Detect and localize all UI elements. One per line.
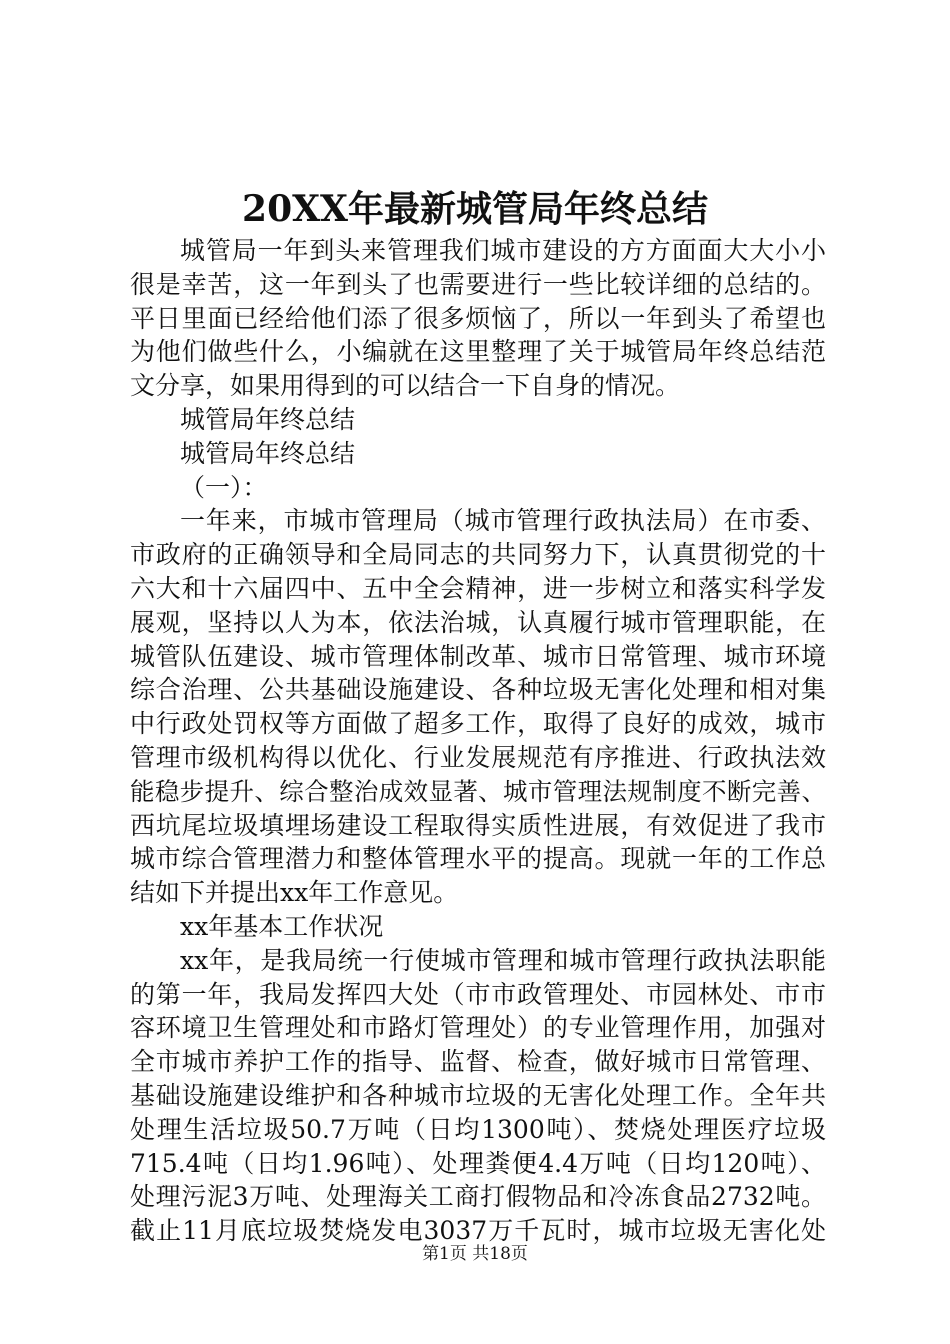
text-line: 城市综合管理潜力和整体管理水平的提高。现就一年的工作总 [130,844,826,874]
text-line: 处理污泥3万吨、处理海关工商打假物品和冷冻食品2732吨。 [130,1182,826,1212]
text-line: 城管队伍建设、城市管理体制改革、城市日常管理、城市环境 [130,641,826,671]
text-line: 一年来，市城市管理局（城市管理行政执法局）在市委、 [180,506,826,536]
text-line: 城管局年终总结 [180,404,356,434]
text-line: 处理生活垃圾50.7万吨（日均1300吨）、焚烧处理医疗垃圾 [130,1114,826,1144]
text-line: 管理市级机构得以优化、行业发展规范有序推进、行政执法效 [130,742,826,772]
text-line: 中行政处罚权等方面做了超多工作，取得了良好的成效，城市 [130,709,826,739]
text-line: 平日里面已经给他们添了很多烦恼了，所以一年到头了希望也 [130,303,826,333]
text-line: 综合治理、公共基础设施建设、各种垃圾无害化处理和相对集 [130,675,826,705]
text-line: xx年，是我局统一行使城市管理和城市管理行政执法职能 [180,945,826,975]
text-line: xx年基本工作状况 [180,911,384,941]
text-line: 为他们做些什么，小编就在这里整理了关于城管局年终总结范 [130,337,826,367]
text-line: 全市城市养护工作的指导、监督、检查，做好城市日常管理、 [130,1047,826,1077]
text-line: 城管局年终总结 [180,438,356,468]
text-line: 能稳步提升、综合整治成效显著、城市管理法规制度不断完善、 [130,776,826,806]
text-line: 基础设施建设维护和各种城市垃圾的无害化处理工作。全年共 [130,1080,826,1110]
text-line: 截止11月底垃圾焚烧发电3037万千瓦时，城市垃圾无害化处 [130,1216,826,1246]
text-line: 结如下并提出xx年工作意见。 [130,878,459,908]
text-line: 容环境卫生管理处和市路灯管理处）的专业管理作用，加强对 [130,1013,826,1043]
text-line: 城管局一年到头来管理我们城市建设的方方面面大大小小 [180,236,826,265]
text-line: 市政府的正确领导和全局同志的共同努力下，认真贯彻党的十 [130,540,826,570]
text-line: 的第一年，我局发挥四大处（市市政管理处、市园林处、市市 [130,979,826,1009]
text-line: 西坑尾垃圾填埋场建设工程取得实质性进展，有效促进了我市 [130,810,826,840]
text-line: （一）： [180,472,268,502]
text-line: 展观，坚持以人为本，依法治城，认真履行城市管理职能，在 [130,607,826,637]
text-line: 文分享，如果用得到的可以结合一下自身的情况。 [130,371,681,401]
text-line: 六大和十六届四中、五中全会精神，进一步树立和落实科学发 [130,573,826,603]
page-footer: 第1页 共18页 [422,1244,528,1264]
text-line: 715.4吨（日均1.96吨）、处理粪便4.4万吨（日均120吨）、 [130,1148,826,1178]
text-line: 很是幸苦，这一年到头了也需要进行一些比较详细的总结的。 [130,269,826,299]
document-title: 20XX年最新城管局年终总结 [242,188,708,230]
document-body [130,234,826,1248]
